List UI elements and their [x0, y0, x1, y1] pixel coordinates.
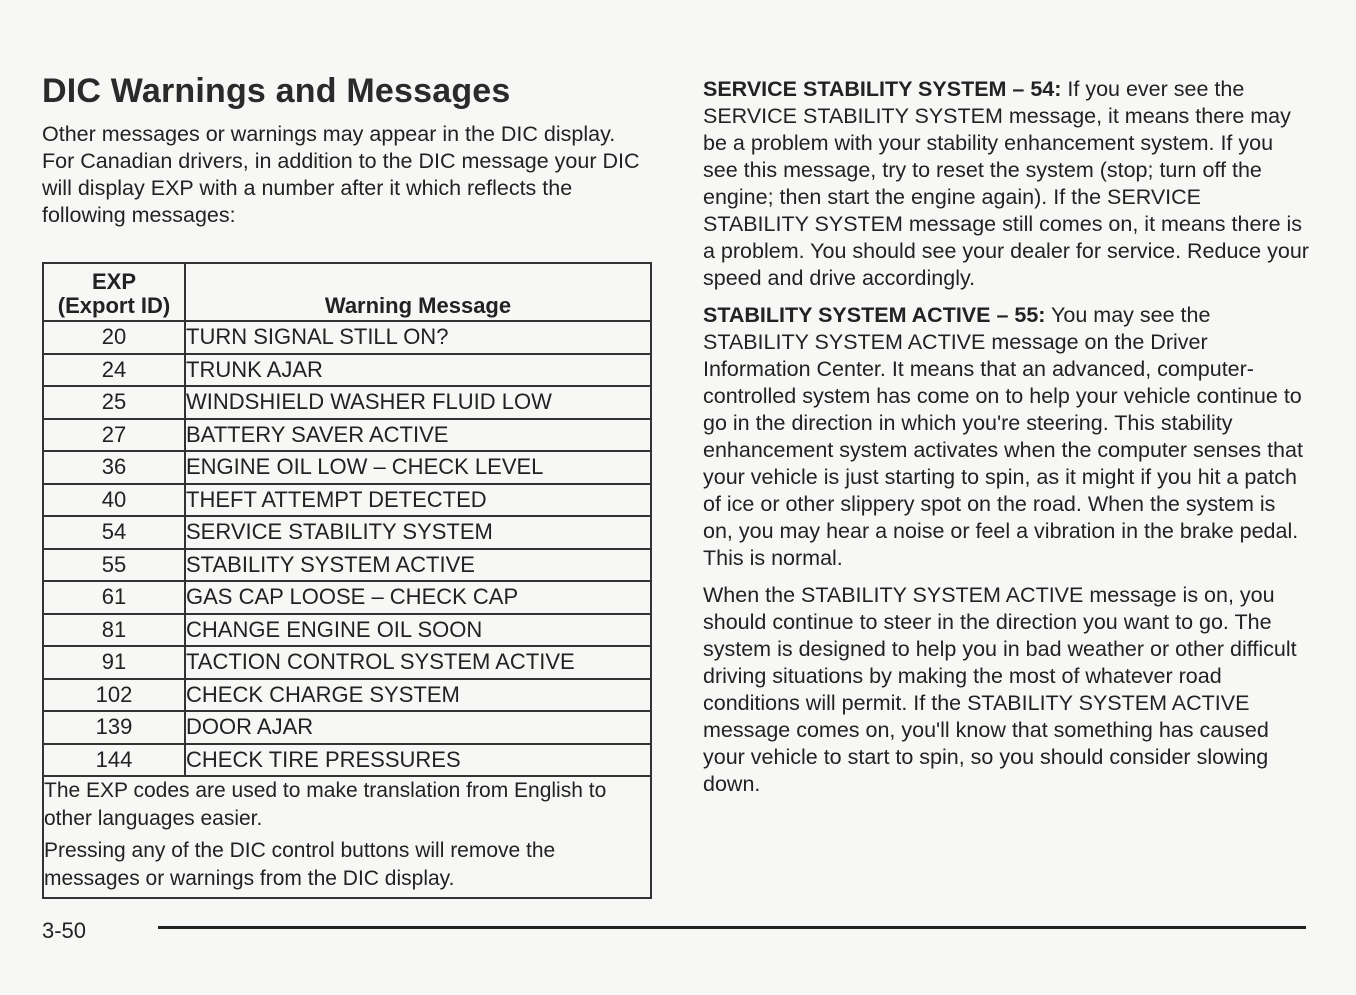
warning-message-cell: TACTION CONTROL SYSTEM ACTIVE [185, 646, 651, 679]
exp-code-cell: 91 [43, 646, 185, 679]
table-row [43, 451, 651, 484]
exp-code-table [42, 262, 652, 899]
exp-code-cell: 55 [43, 549, 185, 582]
right-column [703, 76, 1313, 808]
warning-message-cell: CHECK TIRE PRESSURES [185, 744, 651, 777]
warning-message-cell: TRUNK AJAR [185, 354, 651, 387]
page-number: 3-50 [42, 918, 87, 943]
exp-header-line1: EXP [91, 269, 137, 294]
stability-advice-paragraph: When the STABILITY SYSTEM ACTIVE message is on, you should continue to steer in the direction you want to go. The system is designed to help you in bad weather or other difficult driving situations by making the most of whatever road conditions will permit. If the STABILITY SYSTEM ACTIVE message comes on, you'll know that something has caused your vehicle to start to spin, so you should consider slowing down. [703, 583, 1297, 796]
table-note-2: Pressing any of the DIC control buttons will remove the messages or warnings from the DIC display. [44, 839, 556, 890]
table-row [43, 516, 651, 549]
warning-message-cell: CHECK CHARGE SYSTEM [185, 679, 651, 712]
intro-paragraph: Other messages or warnings may appear in the DIC display. For Canadian drivers, in addition to the DIC message your DIC will display EXP with a number after it which reflects the following messages: [42, 122, 640, 227]
exp-code-cell: 54 [43, 516, 185, 549]
exp-code-cell: 61 [43, 581, 185, 614]
table-note-row [43, 776, 651, 898]
exp-code-cell: 139 [43, 711, 185, 744]
table-row [43, 321, 651, 354]
exp-code-cell: 102 [43, 679, 185, 712]
warning-message-cell: SERVICE STABILITY SYSTEM [185, 516, 651, 549]
exp-code-cell: 40 [43, 484, 185, 517]
exp-code-cell: 81 [43, 614, 185, 647]
exp-code-cell: 27 [43, 419, 185, 452]
exp-code-cell: 24 [43, 354, 185, 387]
service-stability-paragraph [703, 76, 1309, 292]
left-column [42, 72, 652, 890]
table-row [43, 549, 651, 582]
warning-message-cell: CHANGE ENGINE OIL SOON [185, 614, 651, 647]
table-header-row [43, 263, 651, 321]
table-row [43, 614, 651, 647]
warning-message-cell: WINDSHIELD WASHER FLUID LOW [185, 386, 651, 419]
warning-message-cell: TURN SIGNAL STILL ON? [185, 321, 651, 354]
warning-message-cell: THEFT ATTEMPT DETECTED [185, 484, 651, 517]
service-stability-heading: SERVICE STABILITY SYSTEM – 54: [703, 77, 1062, 101]
warning-message-cell: GAS CAP LOOSE – CHECK CAP [185, 581, 651, 614]
warning-message-cell: ENGINE OIL LOW – CHECK LEVEL [185, 451, 651, 484]
warning-message-cell: STABILITY SYSTEM ACTIVE [185, 549, 651, 582]
footer-rule [158, 926, 1306, 929]
stability-active-paragraph [703, 302, 1309, 572]
table-row [43, 419, 651, 452]
exp-column-header [43, 263, 185, 321]
table-row [43, 744, 651, 777]
exp-code-cell: 144 [43, 744, 185, 777]
table-row [43, 679, 651, 712]
exp-code-cell: 20 [43, 321, 185, 354]
table-row [43, 646, 651, 679]
table-row [43, 386, 651, 419]
warning-message-column-header: Warning Message [185, 263, 651, 321]
table-row [43, 354, 651, 387]
table-row [43, 484, 651, 517]
page-title: DIC Warnings and Messages [42, 72, 511, 110]
table-note-1: The EXP codes are used to make translation from English to other languages easier. [44, 779, 607, 830]
stability-active-text: You may see the STABILITY SYSTEM ACTIVE message on the Driver Information Center. It means that an advanced, computer-controlled system has come on to help your vehicle continue to go in the direction in which you're steering. This stability enhancement system activates when the computer senses that your vehicle is just starting to spin, as it might if you hit a patch of ice or other slippery spot on the road. When the system is on, you may hear a noise or feel a vibration in the brake pedal. This is normal. [703, 303, 1303, 570]
exp-code-cell: 36 [43, 451, 185, 484]
warning-message-cell: BATTERY SAVER ACTIVE [185, 419, 651, 452]
stability-active-heading: STABILITY SYSTEM ACTIVE – 55: [703, 303, 1046, 327]
table-row [43, 711, 651, 744]
exp-code-cell: 25 [43, 386, 185, 419]
table-note [43, 776, 651, 898]
table-row [43, 581, 651, 614]
exp-header-line2: (Export ID) [57, 293, 171, 318]
service-stability-text: If you ever see the SERVICE STABILITY SYSTEM message, it means there may be a problem with your stability enhancement system. If you see this message, try to reset the system (stop; turn off the engine; then start the engine again). If the SERVICE STABILITY SYSTEM message still comes on, it means there is a problem. You should see your dealer for service. Reduce your speed and drive accordingly. [703, 77, 1309, 290]
warning-message-cell: DOOR AJAR [185, 711, 651, 744]
